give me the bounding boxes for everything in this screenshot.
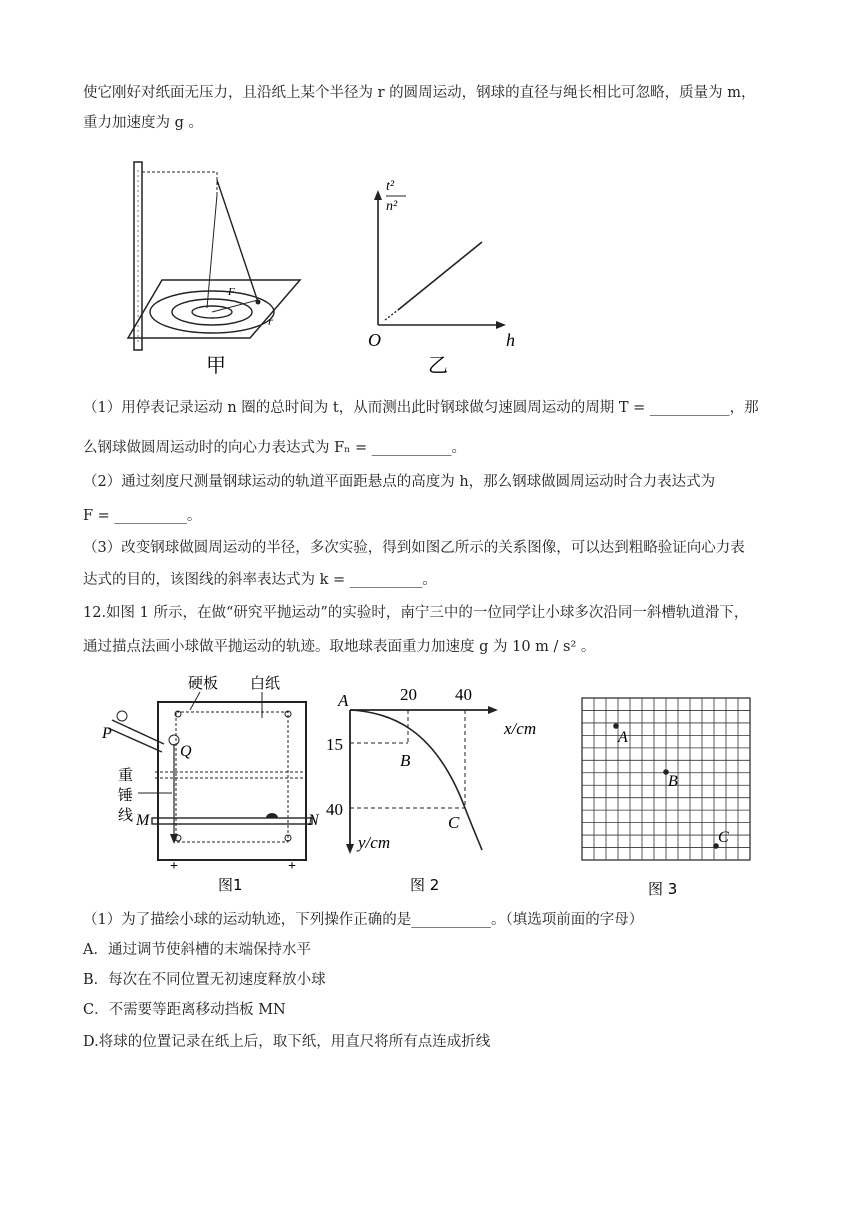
fig1-Q: Q — [180, 743, 192, 760]
svg-text:+: + — [288, 859, 296, 874]
q1-line-b: 么钢球做圆周运动时的向心力表达式为 Fₙ = ___________。 — [83, 440, 467, 456]
yi-y-num: t² — [386, 179, 395, 194]
option-d: D.将球的位置记录在纸上后，取下纸，用直尺将所有点连成折线 — [83, 1034, 491, 1050]
fig1-P: P — [102, 725, 112, 742]
fig1-board: 硬板 — [188, 674, 219, 692]
figure-1-2-3 — [100, 668, 780, 900]
fig2-x40: 40 — [455, 685, 472, 704]
paper-plane — [128, 280, 300, 338]
fig1-line-2: 锤 — [118, 786, 134, 804]
q3-line-a: （3）改变钢球做圆周运动的半径，多次实验，得到如图乙所示的关系图像，可以达到粗略验证向心力表 — [83, 540, 745, 556]
fig2-B: B — [400, 751, 411, 770]
fig1-line-3: 线 — [118, 806, 134, 824]
option-c: C．不需要等距离移动挡板 MN — [83, 1002, 286, 1018]
q1-line-a: （1）用停表记录运动 n 圈的总时间为 t，从而测出此时钢球做匀速圆周运动的周期 T = ___________，那 — [83, 400, 759, 416]
fig2-A: A — [338, 691, 349, 710]
fig3-label: 图 3 — [648, 880, 678, 898]
svg-text:F: F — [228, 286, 235, 298]
string — [217, 180, 258, 302]
fig2-C: C — [448, 813, 460, 832]
fig1-paper: 白纸 — [250, 674, 281, 692]
fig1-N: N — [308, 812, 319, 829]
yi-y-den: n² — [386, 199, 398, 214]
fig2-label: 图 2 — [410, 876, 440, 894]
fig2-x20: 20 — [400, 685, 417, 704]
svg-text:r: r — [268, 314, 273, 328]
fig3-point-A — [613, 723, 619, 729]
text-line-2: 重力加速度为 g 。 — [83, 115, 203, 131]
option-b: B．每次在不同位置无初速度释放小球 — [83, 972, 326, 988]
fig2-yaxis: y/cm — [358, 833, 391, 852]
yi-x-label: h — [506, 330, 515, 350]
fig2-xaxis: x/cm — [504, 719, 537, 738]
text-line-1: 使它刚好对纸面无压力，且沿纸上某个半径为 r 的圆周运动，钢球的直径与绳长相比可忽略，质量为 m， — [83, 85, 756, 101]
fig2-y15: 15 — [326, 735, 343, 754]
trajectory-curve — [350, 710, 482, 850]
q3-line-b: 达式的目的，该图线的斜率表达式为 k = __________。 — [83, 572, 437, 588]
label-yi: 乙 — [428, 353, 448, 377]
q2-line-b: F = __________。 — [83, 508, 202, 524]
figure-1 — [101, 674, 320, 894]
q2-line-a: （2）通过刻度尺测量钢球运动的轨道平面距悬点的高度为 h，那么钢球做圆周运动时合力表达式为 — [83, 474, 716, 490]
option-a: A．通过调节使斜槽的末端保持水平 — [83, 942, 311, 958]
p12-line-a: 12.如图 1 所示，在做“研究平抛运动”的实验时，南宁三中的一位同学让小球多次沿同一斜槽轨道滑下， — [83, 605, 749, 621]
svg-text:+: + — [170, 859, 178, 874]
yi-origin: O — [368, 330, 381, 350]
fig3-B: B — [668, 773, 678, 790]
label-jia: 甲 — [206, 353, 226, 377]
fig3-C: C — [718, 829, 729, 846]
figure-jia-yi — [110, 150, 550, 382]
yi-line — [398, 242, 482, 310]
p12-line-b: 通过描点法画小球做平抛运动的轨迹。取地球表面重力加速度 g 为 10 m / s² 。 — [83, 639, 596, 655]
figure-3-grid — [582, 698, 750, 898]
fig2-y40: 40 — [326, 800, 343, 819]
fig3-A: A — [618, 729, 628, 746]
fig1-label: 图1 — [218, 876, 243, 894]
figure-2 — [326, 685, 536, 894]
fig1-M: M — [136, 812, 150, 829]
sub-question-1: （1）为了描绘小球的运动轨迹，下列操作正确的是___________。（填选项前面的字母） — [83, 912, 644, 928]
fig1-line-1: 重 — [118, 766, 134, 784]
